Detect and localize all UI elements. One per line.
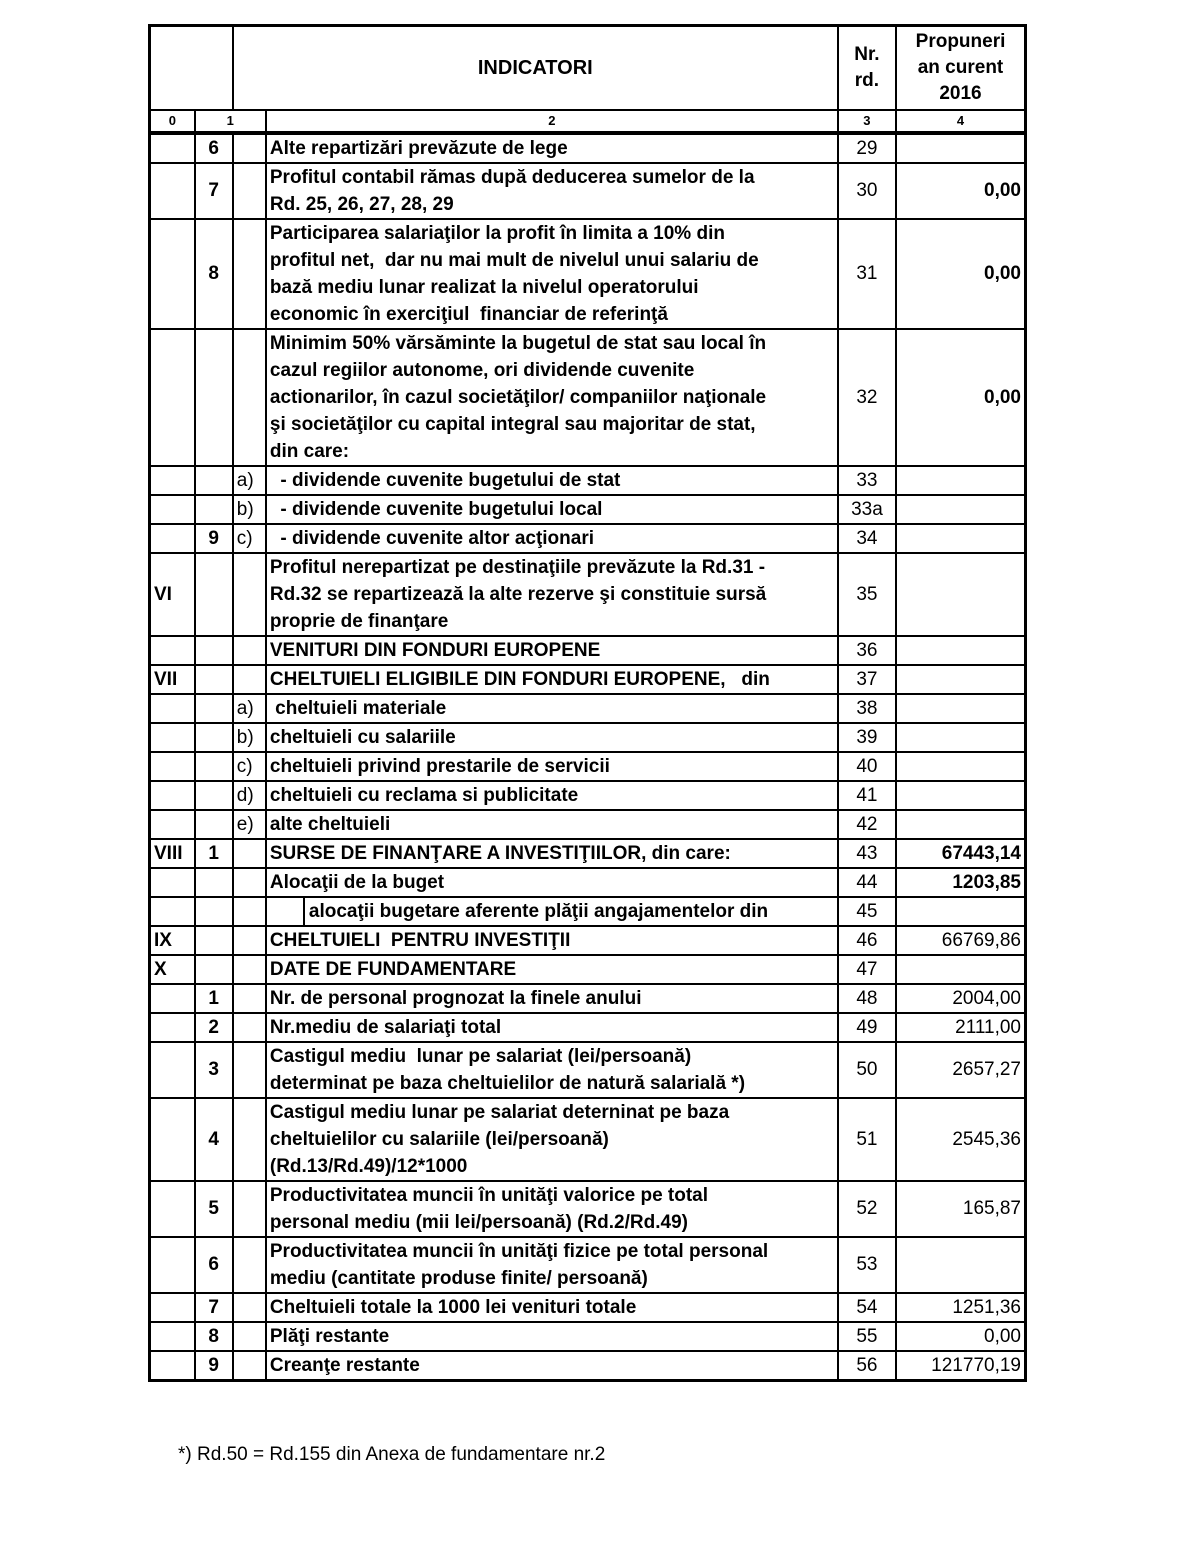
row-number-cell: 40	[838, 752, 896, 781]
table-row	[150, 1098, 1026, 1181]
column-number: 2	[266, 110, 838, 133]
item-number-cell: 7	[195, 163, 233, 219]
value-cell	[896, 133, 1025, 163]
value-cell: 1203,85	[896, 868, 1025, 897]
chapter-cell	[150, 1013, 195, 1042]
table-row	[150, 955, 1026, 984]
indicator-line: CHELTUIELI ELIGIBILE DIN FONDURI EUROPENE, din	[269, 668, 770, 690]
row-number-cell: 52	[838, 1181, 896, 1237]
table-row	[150, 163, 1026, 219]
indicator-cell	[266, 329, 838, 466]
column-number: 0	[150, 110, 195, 133]
indicator-line: personal mediu (mii lei/persoană) (Rd.2/Rd.49)	[269, 1211, 688, 1233]
row-number-cell: 48	[838, 984, 896, 1013]
item-number-cell: 8	[195, 1322, 233, 1351]
subitem-cell	[233, 133, 266, 163]
item-number-cell: 3	[195, 1042, 233, 1098]
item-number-cell: 6	[195, 1237, 233, 1293]
indicator-line: cheltuieli materiale	[269, 697, 447, 719]
indicator-line: VENITURI DIN FONDURI EUROPENE	[269, 639, 601, 661]
chapter-cell	[150, 636, 195, 665]
subitem-cell	[233, 665, 266, 694]
subitem-cell	[233, 1322, 266, 1351]
indicator-line: Productivitatea muncii în unităţi fizice pe total personal	[269, 1240, 769, 1262]
item-number-cell	[195, 810, 233, 839]
subitem-cell	[233, 897, 266, 926]
row-number-cell: 47	[838, 955, 896, 984]
indicator-line: economic în exerciţiul financiar de referinţă	[269, 303, 668, 325]
table-row	[150, 723, 1026, 752]
value-cell	[896, 665, 1025, 694]
subitem-cell	[233, 984, 266, 1013]
table-row	[150, 810, 1026, 839]
chapter-cell	[150, 868, 195, 897]
item-number-cell	[195, 781, 233, 810]
indicator-line: Creanţe restante	[269, 1354, 420, 1376]
subitem-cell	[233, 1181, 266, 1237]
value-cell	[896, 810, 1025, 839]
indicator-cell	[266, 1322, 838, 1351]
subitem-cell: a)	[233, 466, 266, 495]
table-row	[150, 1237, 1026, 1293]
column-number: 1	[195, 110, 266, 133]
chapter-cell	[150, 133, 195, 163]
chapter-cell	[150, 694, 195, 723]
item-number-cell	[195, 752, 233, 781]
item-number-cell	[195, 495, 233, 524]
item-number-cell: 5	[195, 1181, 233, 1237]
value-cell	[896, 466, 1025, 495]
row-number-cell: 56	[838, 1351, 896, 1381]
indicator-cell	[266, 133, 838, 163]
indicator-line: Productivitatea muncii în unităţi valorice pe total	[269, 1184, 709, 1206]
chapter-cell	[150, 1042, 195, 1098]
indicator-line: Rd. 25, 26, 27, 28, 29	[269, 193, 454, 215]
value-cell: 66769,86	[896, 926, 1025, 955]
row-number-cell: 34	[838, 524, 896, 553]
column-number: 3	[838, 110, 896, 133]
row-number-cell: 51	[838, 1098, 896, 1181]
chapter-cell	[150, 495, 195, 524]
indicator-cell	[266, 1351, 838, 1381]
indicator-cell	[266, 1237, 838, 1293]
indicator-line: Nr.mediu de salariaţi total	[269, 1016, 502, 1038]
header-nr-rd	[838, 26, 896, 110]
chapter-cell	[150, 329, 195, 466]
chapter-cell	[150, 163, 195, 219]
value-cell: 2545,36	[896, 1098, 1025, 1181]
table-row	[150, 1293, 1026, 1322]
row-number-cell: 43	[838, 839, 896, 868]
table-row	[150, 219, 1026, 329]
subitem-cell	[233, 329, 266, 466]
table-row	[150, 839, 1026, 868]
chapter-cell	[150, 810, 195, 839]
table-row	[150, 133, 1026, 163]
indicator-line: CHELTUIELI PENTRU INVESTIŢII	[269, 929, 571, 951]
indicator-cell	[266, 897, 838, 926]
table-row	[150, 495, 1026, 524]
item-number-cell	[195, 636, 233, 665]
value-cell: 0,00	[896, 163, 1025, 219]
item-number-cell: 6	[195, 133, 233, 163]
indicator-cell	[266, 524, 838, 553]
subitem-cell	[233, 868, 266, 897]
indicator-cell	[266, 1098, 838, 1181]
table-row	[150, 868, 1026, 897]
subitem-cell	[233, 219, 266, 329]
chapter-cell	[150, 1293, 195, 1322]
header-propuneri-line: 2016	[939, 82, 982, 104]
header-row	[150, 26, 1026, 110]
indicator-line: Alte repartizări prevăzute de lege	[269, 137, 568, 159]
subitem-cell	[233, 926, 266, 955]
value-cell	[896, 636, 1025, 665]
indicator-cell	[266, 1013, 838, 1042]
header-propuneri-line: an curent	[917, 56, 1004, 78]
header-nr-rd-line: Nr.	[854, 43, 880, 65]
row-number-cell: 54	[838, 1293, 896, 1322]
indicators-table	[148, 24, 1027, 1382]
row-number-cell: 36	[838, 636, 896, 665]
value-cell: 2657,27	[896, 1042, 1025, 1098]
value-cell: 0,00	[896, 329, 1025, 466]
subitem-cell	[233, 1042, 266, 1098]
table-row	[150, 329, 1026, 466]
indicator-line: cheltuieli cu reclama si publicitate	[269, 784, 579, 806]
value-cell	[896, 1237, 1025, 1293]
value-cell: 67443,14	[896, 839, 1025, 868]
item-number-cell: 2	[195, 1013, 233, 1042]
indicator-cell	[266, 163, 838, 219]
subitem-cell: c)	[233, 752, 266, 781]
indicator-cell	[266, 810, 838, 839]
value-cell: 1251,36	[896, 1293, 1025, 1322]
indicator-cell	[266, 466, 838, 495]
value-cell	[896, 495, 1025, 524]
table-row	[150, 781, 1026, 810]
subitem-cell: d)	[233, 781, 266, 810]
indicator-cell	[266, 955, 838, 984]
subitem-cell: b)	[233, 495, 266, 524]
subitem-cell	[233, 1013, 266, 1042]
indicator-line: - dividende cuvenite altor acţionari	[269, 527, 595, 549]
row-number-cell: 45	[838, 897, 896, 926]
indicator-line: Minimim 50% vărsăminte la bugetul de stat sau local în	[269, 332, 767, 354]
chapter-cell	[150, 1237, 195, 1293]
indicator-cell	[266, 665, 838, 694]
subitem-cell	[233, 839, 266, 868]
indicator-line: Participarea salariaţilor la profit în limita a 10% din	[269, 222, 725, 244]
indicator-line: Castigul mediu lunar pe salariat (lei/persoană)	[269, 1045, 692, 1067]
header-propuneri-line: Propuneri	[915, 30, 1006, 52]
chapter-cell	[150, 466, 195, 495]
subitem-cell: b)	[233, 723, 266, 752]
indicator-line: actionarilor, în cazul societăţilor/ companiilor naţionale	[269, 386, 767, 408]
indicator-line: Alocaţii de la buget	[269, 871, 445, 893]
indicator-line: determinat pe baza cheltuielilor de natură salarială *)	[269, 1072, 746, 1094]
row-number-cell: 53	[838, 1237, 896, 1293]
indicator-cell	[266, 694, 838, 723]
value-cell	[896, 897, 1025, 926]
item-number-cell: 9	[195, 1351, 233, 1381]
value-cell: 2004,00	[896, 984, 1025, 1013]
indicator-line: cheltuielilor cu salariile (lei/persoană)	[269, 1128, 609, 1150]
indicator-cell	[266, 1181, 838, 1237]
header-blank-cell	[150, 26, 233, 110]
row-number-cell: 44	[838, 868, 896, 897]
header-nr-rd-line: rd.	[854, 69, 880, 91]
table-row	[150, 1322, 1026, 1351]
indicator-cell	[266, 219, 838, 329]
chapter-cell	[150, 781, 195, 810]
indicator-line: din care:	[269, 440, 350, 462]
header-propuneri	[896, 26, 1025, 110]
table-row	[150, 524, 1026, 553]
table-row	[150, 636, 1026, 665]
chapter-cell	[150, 524, 195, 553]
table-row	[150, 897, 1026, 926]
item-number-cell: 1	[195, 984, 233, 1013]
indicator-line: SURSE DE FINANŢARE A INVESTIŢIILOR, din care:	[269, 842, 731, 864]
chapter-cell	[150, 1098, 195, 1181]
item-number-cell: 4	[195, 1098, 233, 1181]
item-number-cell: 1	[195, 839, 233, 868]
chapter-cell: VIII	[150, 839, 195, 868]
indicator-line: Castigul mediu lunar pe salariat deterninat pe baza	[269, 1101, 730, 1123]
table-row	[150, 1013, 1026, 1042]
chapter-cell	[150, 1351, 195, 1381]
chapter-cell: X	[150, 955, 195, 984]
indicator-line: DATE DE FUNDAMENTARE	[269, 958, 517, 980]
subitem-cell	[233, 1098, 266, 1181]
item-number-cell	[195, 926, 233, 955]
value-cell	[896, 752, 1025, 781]
value-cell: 0,00	[896, 1322, 1025, 1351]
column-number-row	[150, 110, 1026, 133]
row-number-cell: 50	[838, 1042, 896, 1098]
value-cell	[896, 723, 1025, 752]
value-cell: 2111,00	[896, 1013, 1025, 1042]
indicator-line: proprie de finanţare	[269, 610, 449, 632]
item-number-cell: 7	[195, 1293, 233, 1322]
indicator-cell	[266, 868, 838, 897]
indicator-cell	[266, 781, 838, 810]
indicator-line: Nr. de personal prognozat la finele anului	[269, 987, 642, 1009]
row-number-cell: 55	[838, 1322, 896, 1351]
item-number-cell: 8	[195, 219, 233, 329]
indicator-line: - dividende cuvenite bugetului local	[269, 498, 603, 520]
chapter-cell	[150, 984, 195, 1013]
table-row	[150, 752, 1026, 781]
subitem-cell	[233, 163, 266, 219]
indicator-cell	[266, 495, 838, 524]
indicator-cell	[266, 723, 838, 752]
item-number-cell	[195, 723, 233, 752]
indicator-cell	[266, 984, 838, 1013]
indicator-line: (Rd.13/Rd.49)/12*1000	[269, 1155, 468, 1177]
header-indicatori: INDICATORI	[233, 26, 838, 110]
subitem-cell	[233, 1351, 266, 1381]
value-cell	[896, 955, 1025, 984]
indicator-line: mediu (cantitate produse finite/ persoană)	[269, 1267, 648, 1289]
chapter-cell: IX	[150, 926, 195, 955]
table-row	[150, 984, 1026, 1013]
row-number-cell: 31	[838, 219, 896, 329]
indicator-cell	[266, 636, 838, 665]
chapter-cell	[150, 1322, 195, 1351]
item-number-cell	[195, 329, 233, 466]
chapter-cell: VI	[150, 553, 195, 636]
table-row	[150, 1042, 1026, 1098]
indicator-line: cheltuieli privind prestarile de servicii	[269, 755, 610, 777]
table-row	[150, 1351, 1026, 1381]
row-number-cell: 32	[838, 329, 896, 466]
indicator-line: Rd.32 se repartizează la alte rezerve şi constituie sursă	[269, 583, 767, 605]
row-number-cell: 29	[838, 133, 896, 163]
indicator-cell	[266, 1042, 838, 1098]
row-number-cell: 49	[838, 1013, 896, 1042]
subitem-cell	[233, 1237, 266, 1293]
row-number-cell: 38	[838, 694, 896, 723]
indicator-line: alte cheltuieli	[269, 813, 391, 835]
table-row	[150, 926, 1026, 955]
subitem-cell: c)	[233, 524, 266, 553]
value-cell: 165,87	[896, 1181, 1025, 1237]
indicator-line: bază mediu lunar realizat la nivelul operatorului	[269, 276, 699, 298]
indicator-line: şi societăţilor cu capital integral sau majoritar de stat,	[269, 413, 756, 435]
row-number-cell: 35	[838, 553, 896, 636]
value-cell: 0,00	[896, 219, 1025, 329]
column-number: 4	[896, 110, 1025, 133]
item-number-cell	[195, 553, 233, 636]
indicator-cell	[266, 1293, 838, 1322]
indicator-line: Cheltuieli totale la 1000 lei venituri totale	[269, 1296, 637, 1318]
indicator-cell	[266, 752, 838, 781]
chapter-cell	[150, 752, 195, 781]
subitem-cell	[233, 553, 266, 636]
value-cell	[896, 781, 1025, 810]
row-number-cell: 33a	[838, 495, 896, 524]
chapter-cell	[150, 1181, 195, 1237]
item-number-cell: 9	[195, 524, 233, 553]
item-number-cell	[195, 955, 233, 984]
indicator-line: Profitul contabil rămas după deducerea sumelor de la	[269, 166, 755, 188]
table-row	[150, 466, 1026, 495]
subitem-cell: e)	[233, 810, 266, 839]
item-number-cell	[195, 466, 233, 495]
item-number-cell	[195, 897, 233, 926]
indicator-line: profitul net, dar nu mai mult de nivelul unui salariu de	[269, 249, 759, 271]
value-cell: 121770,19	[896, 1351, 1025, 1381]
row-number-cell: 37	[838, 665, 896, 694]
footnote: *) Rd.50 = Rd.155 din Anexa de fundamentare nr.2	[178, 1444, 606, 1465]
subitem-cell	[233, 1293, 266, 1322]
subitem-cell: a)	[233, 694, 266, 723]
indicator-line: Profitul nerepartizat pe destinaţiile prevăzute la Rd.31 -	[269, 556, 766, 578]
value-cell	[896, 553, 1025, 636]
row-number-cell: 30	[838, 163, 896, 219]
indicator-line: cazul regiilor autonome, ori dividende cuvenite	[269, 359, 695, 381]
indicator-cell	[266, 926, 838, 955]
table-row	[150, 553, 1026, 636]
chapter-cell: VII	[150, 665, 195, 694]
chapter-cell	[150, 897, 195, 926]
row-number-cell: 39	[838, 723, 896, 752]
indicator-line: Plăţi restante	[269, 1325, 390, 1347]
value-cell	[896, 524, 1025, 553]
item-number-cell	[195, 868, 233, 897]
indicator-cell	[266, 839, 838, 868]
indicator-cell	[266, 553, 838, 636]
item-number-cell	[195, 665, 233, 694]
table-row	[150, 1181, 1026, 1237]
value-cell	[896, 694, 1025, 723]
subitem-cell	[233, 636, 266, 665]
chapter-cell	[150, 219, 195, 329]
row-number-cell: 33	[838, 466, 896, 495]
table-row	[150, 665, 1026, 694]
subitem-cell	[233, 955, 266, 984]
indicator-line: cheltuieli cu salariile	[269, 726, 456, 748]
table-row	[150, 694, 1026, 723]
item-number-cell	[195, 694, 233, 723]
row-number-cell: 41	[838, 781, 896, 810]
row-number-cell: 46	[838, 926, 896, 955]
indicator-line: - dividende cuvenite bugetului de stat	[269, 469, 621, 491]
row-number-cell: 42	[838, 810, 896, 839]
chapter-cell	[150, 723, 195, 752]
indicator-line: alocaţii bugetare aferente plăţii angajamentelor din	[303, 898, 768, 925]
